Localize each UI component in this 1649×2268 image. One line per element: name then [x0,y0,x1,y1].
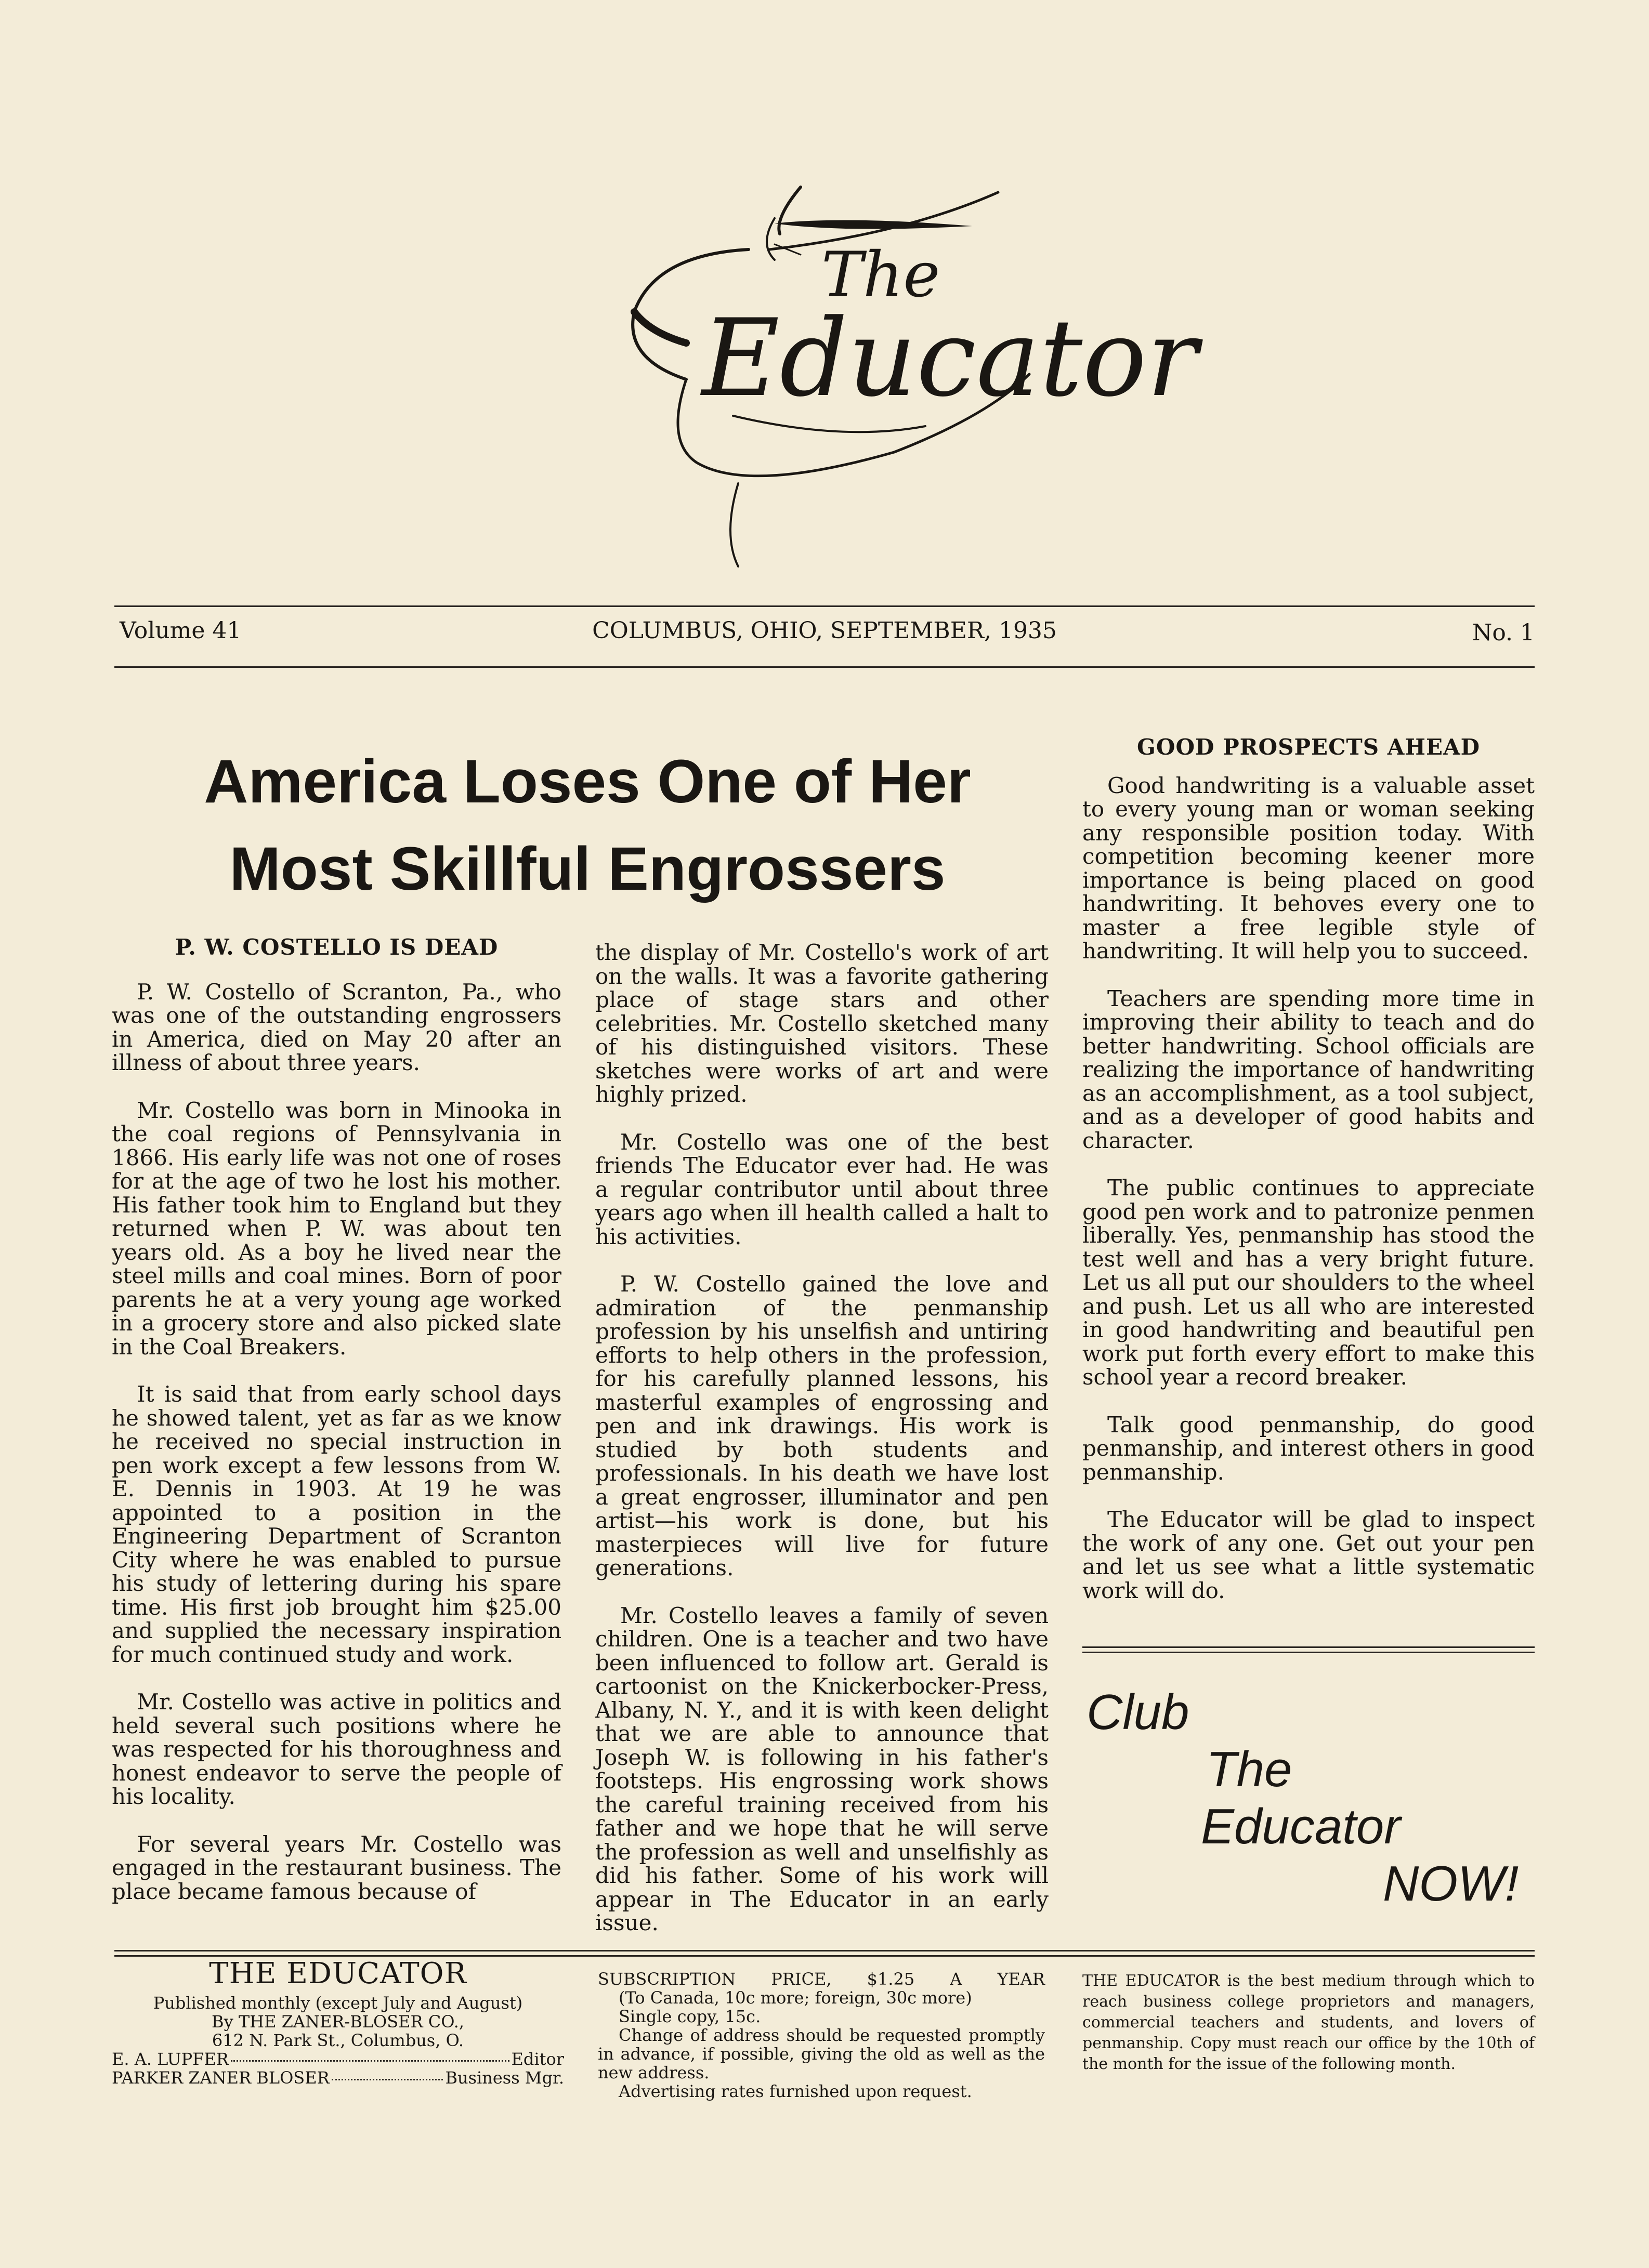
paragraph: Teachers are spending more time in improving their ability to teach and do better handwriting. School officials are realizing the importance of handwriting as an accomplishment, as a tool subject, and as a developer of good habits and character. [1082,985,1535,1153]
paragraph: P. W. Costello of Scranton, Pa., who was one of the outstanding engrossers in America, died on May 20 after an illness of about three years. [112,979,561,1075]
paragraph: Mr. Costello was one of the best friends The Educator ever had. He was a regular contributor until about three years ago when ill health called a halt to his activities. [595,1129,1049,1249]
manager-role: Business Mgr. [445,2068,564,2088]
issue-number: No. 1 [1472,619,1535,646]
leader-dots [231,2060,509,2062]
dateline-bottom-rule [114,666,1535,668]
editor-row [112,2050,564,2068]
headline-line-1: America Loses One of Her [204,747,971,816]
article-subhead: P. W. COSTELLO IS DEAD [175,934,499,960]
footer-title: THE EDUCATOR [209,1957,467,1990]
logo-the-text: The [821,239,940,311]
logo-word-text: Educator [702,297,1198,420]
article-column-1 [112,935,561,1927]
leader-dots [332,2079,443,2080]
paragraph: Talk good penmanship, do good penmanship, and interest others in good penmanship. [1082,1412,1535,1485]
editor-name: E. A. LUPFER [112,2049,229,2069]
paragraph: Mr. Costello leaves a family of seven children. One is a teacher and two have been influenced to follow art. Gerald is cartoonist on the Knickerbocker-Press, Albany, N. Y., and it is with keen delight that we are able to announce that Joseph W. is following in his father's footsteps. His engrossing work shows the careful training received from his father and we hope that he will serve the profession as well and unselfishly as did his father. Some of his work will appear in The Educator in an early issue. [595,1602,1049,1935]
paragraph: the display of Mr. Costello's work of art on the walls. It was a favorite gathering place of stage stars and other celebrities. Mr. Costello sketched many of his distinguished visitors. These sketches were works of art and were highly prized. [595,940,1049,1107]
publisher-name: By THE ZANER-BLOSER CO., [212,2012,464,2032]
paragraph: Good handwriting is a valuable asset to every young man or woman seeking any responsible position today. With competition becoming keener more importance is being placed on good handwriting. It behoves every one to master a free legible style of handwriting. It will help you to succeed. [1082,772,1535,964]
paragraph: P. W. Costello gained the love and admiration of the penmanship profession by his unselfish and untiring efforts to help others in the profession, for his carefully planned lessons, his masterful examples of engrossing and pen and ink drawings. His work is studied by both students and professionals. In his death we have lost a great engrosser, illuminator and pen artist—his work is done, but his masterpieces will live for future generations. [595,1271,1049,1580]
club-divider-rule [1082,1652,1535,1653]
subscription-price: SUBSCRIPTION PRICE, $1.25 A YEAR [598,1969,1045,1989]
masthead-logo [530,172,1198,577]
single-copy-price: Single copy, 15c. [619,2007,761,2026]
club-divider-rule [1082,1646,1535,1648]
article-headline [112,738,1063,913]
volume-label: Volume 41 [120,617,242,644]
paragraph: The public continues to appreciate good pen work and to patronize penmen liberally. Yes, penmanship has stood the test well and has a very bright future. Let us all put our shoulders to the wheel and push. Let us all who are interested in good handwriting and beautiful pen work put forth every effort to make this school year a record breaker. [1082,1175,1535,1390]
paragraph: For several years Mr. Costello was engaged in the restaurant business. The place became famous because of [112,1831,561,1904]
club-word-2: The [1206,1742,1292,1797]
publisher-address: 612 N. Park St., Columbus, O. [212,2030,464,2050]
club-word-4: NOW! [1383,1856,1519,1911]
place-date: COLUMBUS, OHIO, SEPTEMBER, 1935 [592,617,1057,644]
footer-publisher-block [112,1957,564,2088]
editor-role: Editor [511,2049,564,2069]
paragraph: Mr. Costello was active in politics and held several such positions where he was respected for his thoroughness and honest endeavor to serve the people of his locality. [112,1689,561,1809]
footer-subscription-block [598,1970,1045,2101]
subscription-foreign: (To Canada, 10c more; foreign, 30c more) [619,1988,972,2008]
headline-line-2: Most Skillful Engrossers [229,835,946,903]
advertising-note: Advertising rates furnished upon request. [619,2081,972,2101]
paragraph: Mr. Costello was born in Minooka in the coal regions of Pennsylvania in 1866. His early life was not one of roses for at the age of two he lost his mother. His father took him to England but they returned when P. W. was about ten years old. As a boy he lived near the steel mills and coal mines. Born of poor parents he at a very young age worked in a grocery store and also picked slate in the Coal Breakers. [112,1097,561,1360]
dateline [114,613,1535,660]
publication-schedule: Published monthly (except July and August) [153,1993,523,2013]
dateline-top-rule [114,605,1535,607]
manager-name: PARKER ZANER BLOSER [112,2068,330,2088]
footer-rule [114,1950,1535,1951]
prospects-heading: GOOD PROSPECTS AHEAD [1136,734,1480,760]
address-change-note: Change of address should be requested promptly in advance, if possible, giving the old as well as the new address. [598,2025,1045,2082]
club-word-3: Educator [1201,1799,1401,1854]
club-word-1: Club [1087,1684,1189,1740]
paragraph: It is said that from early school days he showed talent, yet as far as we know he received no special instruction in pen work except a few lessons from W. E. Dennis in 1903. At 19 he was appointed to a position in the Engineering Department of Scranton City where he was enabled to pursue his study of lettering during his spare time. His first job brought him $25.00 and supplied the necessary inspiration for much continued study and work. [112,1381,561,1667]
article-column-2 [595,941,1049,1959]
educator-logo-graphic [530,172,1198,577]
prospects-column [1082,735,1535,1626]
paragraph: The Educator will be glad to inspect the work of any one. Get out your pen and let us see what a little systematic work will do. [1082,1507,1535,1603]
footer-medium-block: THE EDUCATOR is the best medium through which to reach business college proprietors and managers, commercial teachers and students, and lovers of penmanship. Copy must reach our office by the 10th of the month for the issue of the following month. [1082,1972,1535,2073]
manager-row [112,2068,564,2087]
